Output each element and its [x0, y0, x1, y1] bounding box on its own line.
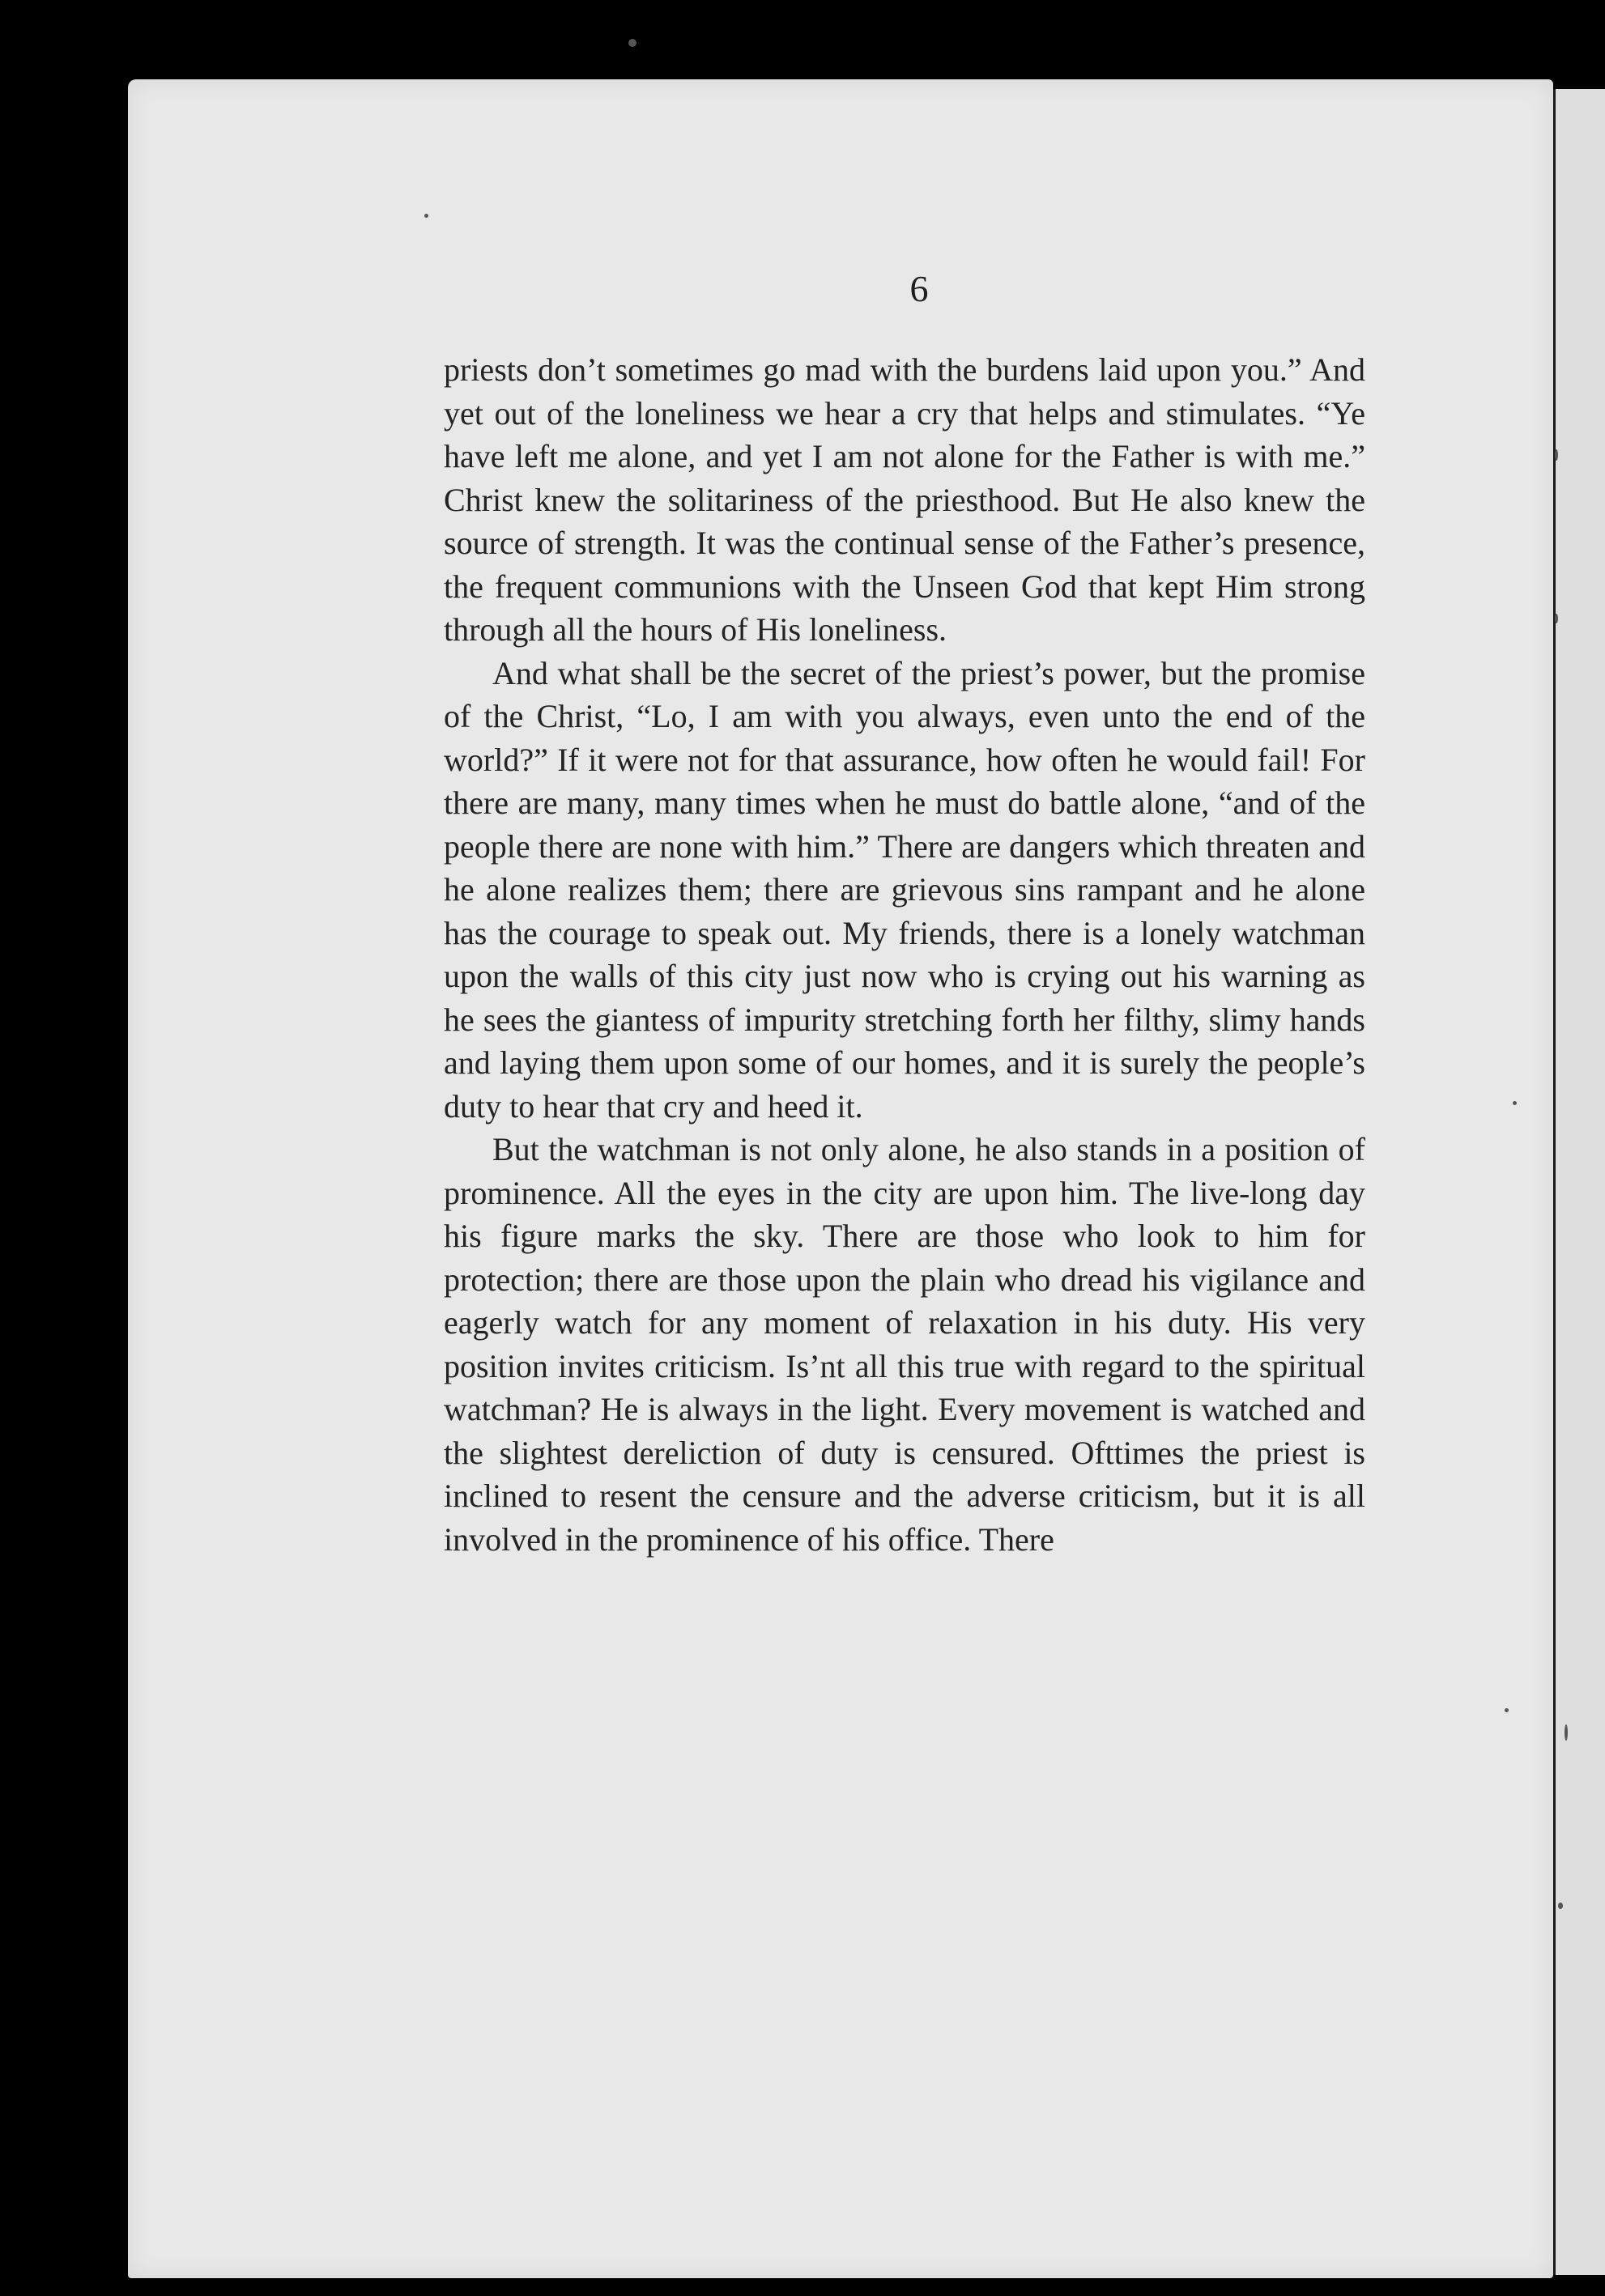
scan-speck — [1505, 1708, 1509, 1712]
paragraph: And what shall be the secret of the priest’s power, but the promise of the Christ, “Lo, I am with you always, even unto the end of the world?” If it were not for that assurance, how often he would fail! For there are many, many times when he must do battle alone, “and of the people there are none with him.” There are dangers which threaten and he alone realizes them; there are grievous sins rampant and he alone has the courage to speak out. My friends, there is a lonely watchman upon the walls of this city just now who is crying out his warning as he sees the giantess of impurity stretching forth her filthy, slimy hands and laying them upon some of our homes, and it is surely the people’s duty to hear that cry and heed it. — [444, 654, 1365, 1125]
paragraph: But the watchman is not only alone, he also stands in a position of prominence. All the eyes in the city are upon him. The live-long day his figure marks the sky. There are those who look to him for protection; there are those upon the plain who dread his vigilance and eagerly watch for any moment of relaxation in his duty. His very position invites criticism. Is’nt all this true with regard to the spiritual watchman? He is always in the light. Every movement is watched and the slightest dereliction of duty is censured. Ofttimes the priest is inclined to resent the censure and the adverse criticism, but it is all involved in the prominence of his office. There — [444, 1131, 1365, 1558]
scan-speck — [1565, 1724, 1568, 1741]
adjacent-page-edge — [1553, 89, 1605, 2275]
paragraph: priests don’t sometimes go mad with the burdens laid upon you.” And yet out of the loneliness we hear a cry that helps and stimulates. “Ye have left me alone, and yet I am not alone for the Father is with me.” Christ knew the solitariness of the priesthood. But He also knew the source of strength. It was the continual sense of the Father’s presence, the frequent communions with the Unseen God that kept Him strong through all the hours of His loneliness. — [444, 351, 1365, 648]
scan-speck — [1513, 1101, 1517, 1105]
page-number: 6 — [909, 268, 929, 309]
scan-speck — [1558, 1903, 1563, 1909]
scan-speck — [424, 214, 428, 218]
scan-speck — [628, 39, 636, 47]
body-text — [444, 348, 1365, 1561]
scan-speck — [1555, 449, 1558, 461]
scan-speck — [1555, 614, 1558, 623]
